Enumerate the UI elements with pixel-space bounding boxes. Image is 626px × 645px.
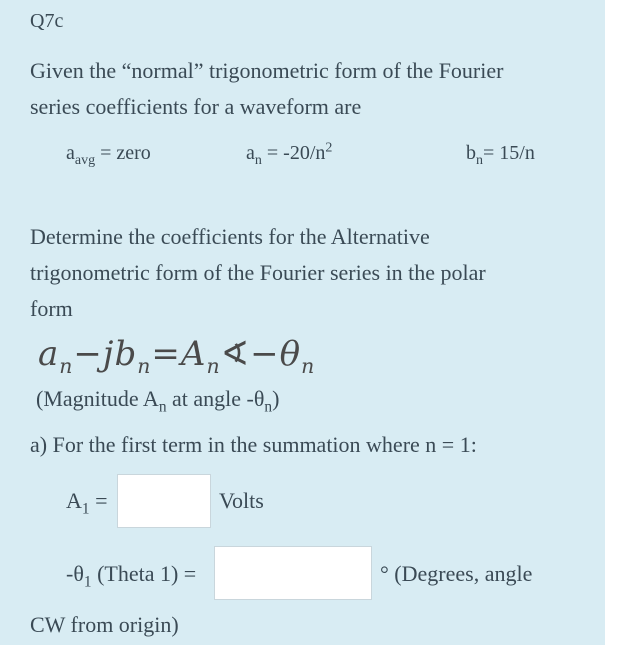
eq-b: b bbox=[114, 334, 138, 374]
angle-icon: ∢ bbox=[220, 334, 251, 374]
intro-line-1: Given the “normal” trigonometric form of the Fourier bbox=[30, 58, 504, 83]
theta1-input[interactable] bbox=[214, 546, 372, 600]
eq-equals: = bbox=[151, 334, 181, 374]
note-part-2: at angle -θ bbox=[166, 386, 265, 411]
theta1-label bbox=[66, 561, 197, 591]
a1-label-sub: 1 bbox=[81, 500, 90, 518]
eq-minus-2: − bbox=[250, 334, 280, 374]
theta1-unit: ° (Degrees, angle bbox=[380, 561, 533, 586]
coef-bn-sub: n bbox=[476, 153, 483, 168]
coef-aavg-value: = zero bbox=[95, 142, 151, 164]
task-line-2: trigonometric form of the Fourier series in the polar bbox=[30, 260, 486, 285]
a1-label-symbol: A bbox=[66, 488, 82, 513]
magnitude-note bbox=[36, 386, 280, 416]
a1-label bbox=[66, 488, 108, 518]
note-part-3: ) bbox=[272, 386, 280, 411]
coef-aavg-symbol: a bbox=[66, 142, 75, 164]
coef-aavg bbox=[66, 142, 151, 168]
eq-A: A bbox=[180, 334, 207, 374]
eq-n4: n bbox=[301, 353, 316, 378]
eq-n2: n bbox=[137, 353, 152, 378]
question-id: Q7c bbox=[30, 10, 64, 32]
note-sub-1: n bbox=[158, 398, 167, 416]
note-sub-2: n bbox=[264, 398, 273, 416]
theta1-label-rest: (Theta 1) = bbox=[91, 561, 197, 586]
eq-minus: − bbox=[73, 334, 103, 374]
eq-a: a bbox=[38, 334, 60, 374]
eq-n1: n bbox=[59, 353, 74, 378]
coef-an-value: = -20/n bbox=[261, 142, 326, 164]
theta1-label-symbol: -θ bbox=[66, 561, 84, 586]
theta1-label-sub: 1 bbox=[83, 573, 92, 591]
a1-label-eq: = bbox=[89, 488, 108, 513]
note-part-1: (Magnitude A bbox=[36, 386, 159, 411]
coef-bn-value: = 15/n bbox=[483, 142, 535, 164]
coef-an-sup: 2 bbox=[325, 140, 333, 156]
coef-an-symbol: a bbox=[246, 142, 255, 164]
theta1-unit-continued: CW from origin) bbox=[30, 612, 179, 637]
a1-input[interactable] bbox=[117, 474, 211, 528]
part-a-label: a) For the first term in the summation where n = 1: bbox=[30, 432, 477, 457]
coef-an bbox=[246, 140, 333, 168]
polar-form-equation bbox=[38, 334, 316, 378]
eq-n3: n bbox=[206, 353, 221, 378]
a1-unit: Volts bbox=[219, 488, 264, 513]
task-line-1: Determine the coefficients for the Alternative bbox=[30, 224, 430, 249]
coef-bn bbox=[466, 142, 535, 168]
eq-j: j bbox=[102, 334, 115, 374]
intro-line-2: series coefficients for a waveform are bbox=[30, 94, 362, 119]
coef-bn-symbol: b bbox=[466, 142, 476, 164]
eq-theta: θ bbox=[279, 334, 302, 374]
coef-aavg-sub: avg bbox=[74, 153, 96, 168]
coef-an-sub: n bbox=[254, 153, 262, 168]
task-line-3: form bbox=[30, 296, 73, 321]
